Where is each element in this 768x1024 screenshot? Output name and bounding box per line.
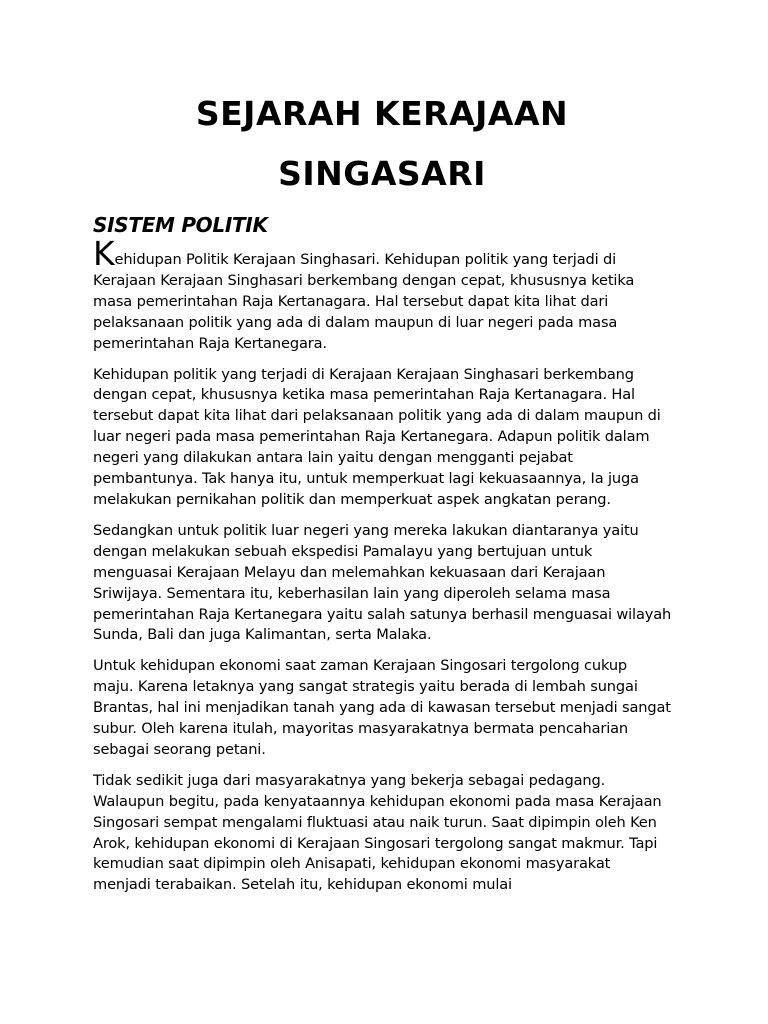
- paragraph-line: dengan melakukan sebuah ekspedisi Pamalayu yang bertujuan untuk: [93, 542, 593, 560]
- paragraph-line: Sedangkan untuk politik luar negeri yang mereka lakukan diantaranya yaitu: [93, 521, 639, 539]
- body-paragraph: [93, 521, 677, 646]
- document-page: [93, 84, 677, 906]
- paragraph-line: tersebut dapat kita lihat dari pelaksanaan politik yang ada di dalam maupun di: [93, 407, 661, 425]
- body-paragraph: [93, 656, 677, 761]
- drop-cap: K: [93, 234, 115, 273]
- document-title: [87, 84, 677, 204]
- paragraph-line: masa pemerintahan Raja Kertanagara. Hal tersebut dapat kita lihat dari: [93, 292, 609, 310]
- body-paragraph: [93, 365, 677, 511]
- paragraph-line: menjadi terabaikan. Setelah itu, kehidupan ekonomi mulai: [93, 876, 512, 894]
- document-body: [93, 234, 677, 896]
- paragraph-line: subur. Oleh karena itulah, mayoritas masyarakatnya bermata pencaharian: [93, 720, 629, 738]
- paragraph-line: kemudian saat dipimpin oleh Anisapati, kehidupan ekonomi masyarakat: [93, 855, 611, 873]
- paragraph-line: luar negeri pada masa pemerintahan Raja Kertanegara. Adapun politik dalam: [93, 428, 650, 446]
- paragraph-line: Walaupun begitu, pada kenyataannya kehidupan ekonomi pada masa Kerajaan: [93, 792, 662, 810]
- paragraph-line: Kerajaan Kerajaan Singhasari berkembang dengan cepat, khususnya ketika: [93, 271, 635, 289]
- paragraph-line: pemerintahan Raja Kertanegara yaitu salah satunya berhasil menguasai wilayah: [93, 605, 672, 623]
- paragraph-line: Sunda, Bali dan juga Kalimantan, serta Malaka.: [93, 626, 432, 644]
- title-line-2: SINGASARI: [278, 154, 486, 193]
- body-paragraph: [93, 234, 677, 355]
- paragraph-line: Sriwijaya. Sementara itu, keberhasilan lain yang diperoleh selama masa: [93, 584, 611, 602]
- paragraph-line: melakukan pernikahan politik dan memperkuat aspek angkatan perang.: [93, 490, 611, 508]
- paragraph-line: Untuk kehidupan ekonomi saat zaman Kerajaan Singosari tergolong cukup: [93, 657, 628, 675]
- paragraph-line: negeri yang dilakukan antara lain yaitu dengan mengganti pejabat: [93, 449, 573, 467]
- paragraph-line: pemerintahan Raja Kertanegara.: [93, 334, 327, 352]
- title-line-1: SEJARAH KERAJAAN: [195, 94, 569, 133]
- paragraph-line: dengan cepat, khususnya ketika masa pemerintahan Raja Kertanagara. Hal: [93, 386, 635, 404]
- section-heading: SISTEM POLITIK: [93, 213, 268, 237]
- paragraph-line: Kehidupan Politik Kerajaan Singhasari. Kehidupan politik yang terjadi di: [93, 234, 617, 273]
- paragraph-line: maju. Karena letaknya yang sangat strategis yaitu berada di lembah sungai: [93, 678, 638, 696]
- paragraph-line: sebagai seorang petani.: [93, 740, 266, 758]
- paragraph-line: Kehidupan politik yang terjadi di Kerajaan Kerajaan Singhasari berkembang: [93, 365, 634, 383]
- paragraph-line: Brantas, hal ini menjadikan tanah yang ada di kawasan tersebut menjadi sangat: [93, 699, 671, 717]
- paragraph-line: Arok, kehidupan ekonomi di Kerajaan Singosari tergolong sangat makmur. Tapi: [93, 834, 658, 852]
- paragraph-line: Singosari sempat mengalami fluktuasi atau naik turun. Saat dipimpin oleh Ken: [93, 813, 657, 831]
- paragraph-line: menguasai Kerajaan Melayu dan melemahkan kekuasaan dari Kerajaan: [93, 563, 606, 581]
- paragraph-line: pelaksanaan politik yang ada di dalam maupun di luar negeri pada masa: [93, 313, 618, 331]
- body-paragraph: [93, 771, 677, 896]
- paragraph-line: Tidak sedikit juga dari masyarakatnya yang bekerja sebagai pedagang.: [93, 771, 606, 789]
- paragraph-line: pembantunya. Tak hanya itu, untuk memperkuat lagi kekuasaannya, Ia juga: [93, 470, 639, 488]
